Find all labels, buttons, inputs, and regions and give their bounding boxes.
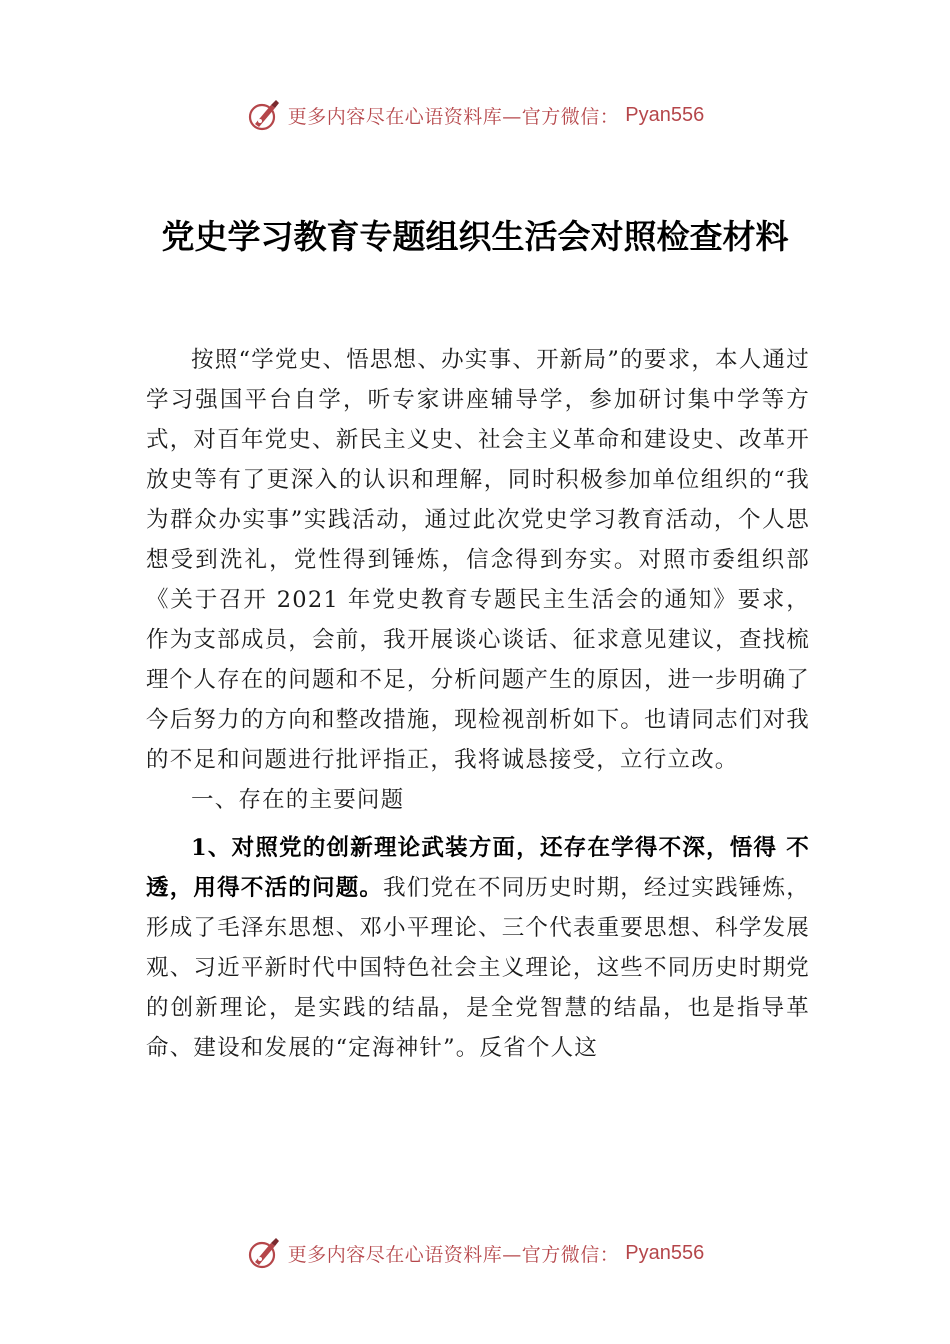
document-title: 党史学习教育专题组织生活会对照检查材料 (161, 217, 789, 256)
wechat-id: Pyan556 (625, 1241, 705, 1264)
pen-nib-circle-icon (246, 97, 282, 133)
problem-item-1-text: 我们党在不同历史时期，经过实践锤炼，形成了毛泽东思想、邓小平理论、三个代表重要思想、科学发展观、习近平新时代中国特色社会主义理论，这些不同历史时期党的创新理论，是实践的结晶，是全党智慧的结晶，也是指导革命、建设和发展的“定海神针”。反省个人这 (146, 875, 810, 1061)
document-body (146, 340, 810, 1068)
problem-item-1-heading: 1、对照党的创新理论武装方面，还存在学得不深，悟得 不透，用得不活的问题。 (146, 835, 810, 901)
intro-paragraph: 按照“学党史、悟思想、办实事、开新局”的要求，本人通过学习强国平台自学，听专家讲座辅导学，参加研讨集中学等方式，对百年党史、新民主义史、社会主义革命和建设史、改革开放史等有了更深入的认识和理解，同时积极参加单位组织的“我为群众办实事”实践活动，通过此次党史学习教育活动，个人思想受到洗礼，党性得到锤炼，信念得到夯实。对照市委组织部《关于召开 2021 年党史教育专题民主生活会的通知》要求，作为支部成员，会前，我开展谈心谈话、征求意见建议，查找梳理个人存在的问题和不足，分析问题产生的原因，进一步明确了今后努力的方向和整改措施，现检视剖析如下。也请同志们对我的不足和问题进行批评指正，我将诚恳接受，立行立改。 (146, 347, 810, 773)
wechat-id: Pyan556 (625, 103, 705, 126)
banner-text: 更多内容尽在心语资料库—官方微信： (287, 1243, 620, 1266)
pen-nib-circle-icon (246, 1235, 282, 1271)
footer-banner (0, 1233, 950, 1273)
problem-item-1 (146, 828, 810, 1068)
section-heading: 一、存在的主要问题 (191, 787, 405, 813)
banner-text: 更多内容尽在心语资料库—官方微信： (287, 105, 620, 128)
header-banner (0, 95, 950, 135)
